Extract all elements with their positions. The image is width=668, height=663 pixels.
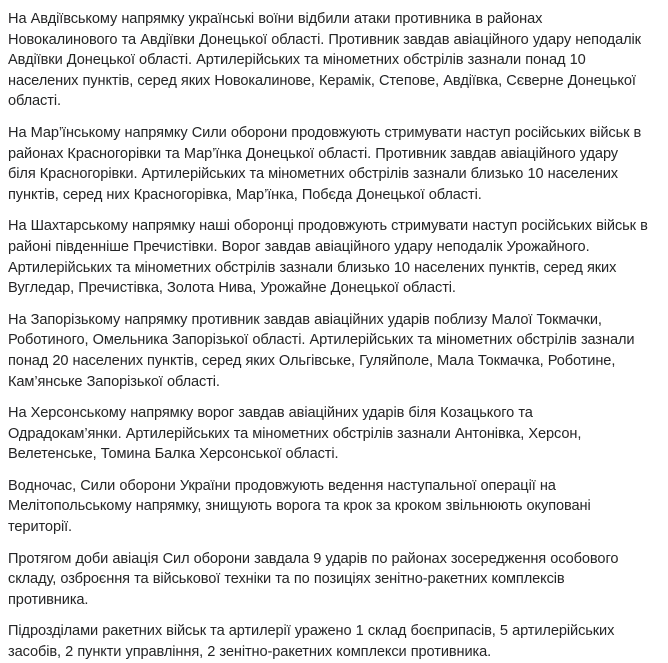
paragraph-marinka-direction: На Мар’їнському напрямку Сили оборони продовжують стримувати наступ російських військ в районах Красногорівки та Мар’їнка Донецької області. Противник завдав авіаційного удару біля Красногорівки. Артилерійських та мінометних обстрілів зазнали близько 10 населених пунктів, серед них Красногорівка, Мар’їнка, Побєда Донецької області. (8, 124, 642, 203)
paragraph-kherson-direction: На Херсонському напрямку ворог завдав авіаційних ударів біля Козацького та Одрадокам’янки. Артилерійських та мінометних обстрілів зазнали Антонівка, Херсон, Велетенське, Томина Балка Херсонської області. (8, 405, 582, 463)
paragraph-missile-artillery-strikes: Підрозділами ракетних військ та артилерії уражено 1 склад боєприпасів, 5 артилерійських засобів, 2 пункти управління, 2 зенітно-ракетних комплекси противника. (8, 623, 615, 661)
paragraph-avdiivka-direction: На Авдіївському напрямку українські воїни відбили атаки противника в районах Новокалинового та Авдіївки Донецької області. Противник завдав авіаційного удару неподалік Авдіївки Донецької області. Артилерійських та мінометних обстрілів зазнали понад 10 населених пунктів, серед яких Новокалинове, Керамік, Степове, Авдіївка, Сєверне Донецької області. (8, 11, 641, 110)
paragraph-zaporizhzhia-direction: На Запорізькому напрямку противник завдав авіаційних ударів поблизу Малої Токмачки, Роботиного, Омельника Запорізької області. Артилерійських та мінометних обстрілів зазнали понад 20 населених пунктів, серед яких Ольгівське, Гуляйполе, Мала Токмачка, Роботине, Кам’янське Запорізької області. (8, 311, 635, 390)
paragraph-aviation-strikes: Протягом доби авіація Сил оборони завдала 9 ударів по районах зосередження особового складу, озброєння та військової техніки та по позиціях зенітно-ракетних комплексів противника. (8, 550, 619, 608)
paragraph-shakhtarsk-direction: На Шахтарському напрямку наші оборонці продовжують стримувати наступ російських військ в районі південніше Пречистівки. Ворог завдав авіаційного удару неподалік Урожайного. Артилерійських та мінометних обстрілів зазнали близько 10 населених пунктів, серед яких Вугледар, Пречистівка, Золота Нива, Урожайне Донецької області. (8, 218, 648, 297)
paragraph-melitopol-offensive: Водночас, Сили оборони України продовжують ведення наступальної операції на Мелітопольському напрямку, знищують ворога та крок за кроком звільнюють окуповані території. (8, 477, 591, 536)
